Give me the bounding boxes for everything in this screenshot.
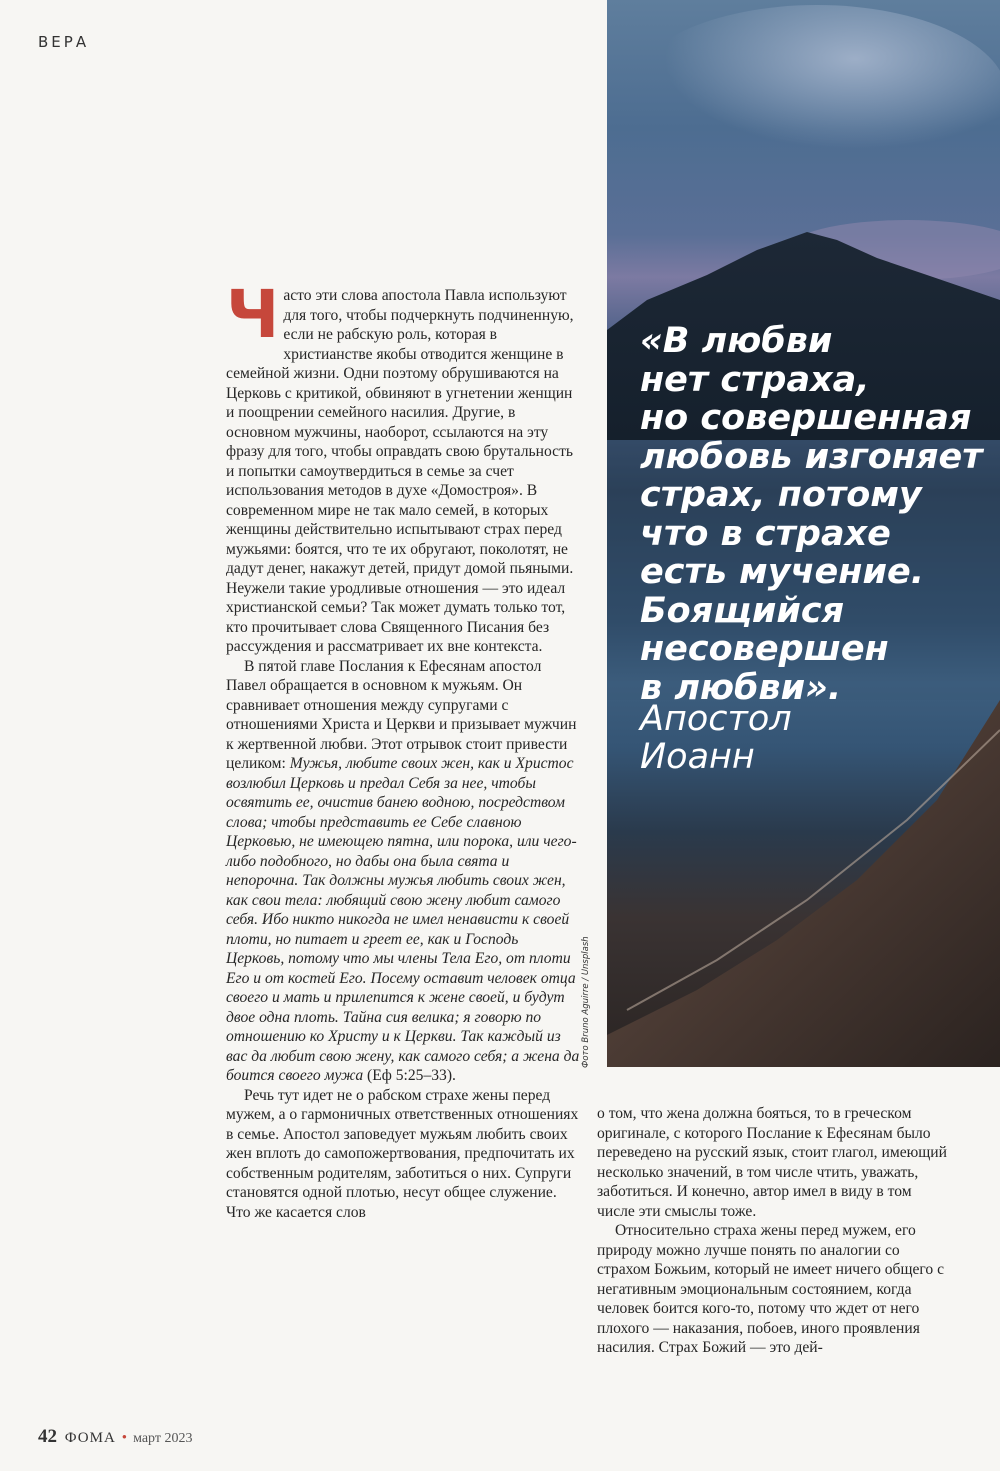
article-paragraph-5: Относительно страха жены перед мужем, его природу можно лучше понять по аналогии со страхом Божьим, который не имеет ничего общего с негативным эмоциональным состоянием, когда человек боится кого-то, потому что ждет от него плохого — наказания, побоев, иного проявления насилия. Страх Божий — это дей- — [597, 1222, 945, 1356]
author-line: Иоанн — [640, 737, 755, 777]
pull-quote — [640, 322, 990, 707]
quote-line: но совершенная — [640, 398, 972, 438]
article-paragraph-1 — [226, 276, 580, 657]
article-paragraph-3: Речь тут идет не о рабском страхе жены перед мужем, а о гармоничных ответственных отношениях в семье. Апостол заповедует мужьям любить своих жен вплоть до самопожертвования, предпочитать их собственным родителям, заботиться о них. Супруги становятся одной плотью, несут общее служение. Что же касается слов — [226, 1086, 579, 1221]
quote-author — [640, 700, 792, 776]
quote-line: «В любви — [640, 321, 833, 361]
quote-line: в любви». — [640, 667, 842, 708]
scripture-reference: (Еф 5:25–33). — [363, 1067, 456, 1084]
quote-line: есть мучение. — [640, 552, 925, 592]
paragraph-text: асто эти слова апостола Павла используют для того, чтобы подчеркнуть подчиненную, если не рабскую роль, которая в христианстве якобы отводится женщине в семейной жизни. Одни поэтому обрушиваются на Церковь с критикой, обвиняют в угнетении женщин и поощрении семейного насилия. Другие, в основном мужчины, наоборот, ссылаются на эту фразу для того, чтобы оправдать свою брутальность и попытки самоутвердиться в семье за счет использования методов в духе «Домостроя». В современном мире не так мало семей, в которых женщины действительно испытывают страх перед мужьями: боятся, что те их обругают, поколотят, не дадут денег, накажут детей, придут домой пьяными. Неужели такие уродливые отношения — это идеал христианской семьи? Так может думать только тот, кто прочитывает слова Священного Писания без рассуждения и рассматривает их вне контекста. — [226, 287, 574, 655]
paragraph-text: В пятой главе Послания к Ефесянам апостол Павел обращается в основном к мужьям. Он сравнивает отношения между супругами с отношениями Христа и Церкви и призывает мужчин к жертвенной любви. Этот отрывок стоит привести целиком: — [226, 657, 577, 772]
section-label: ВЕРА — [38, 33, 90, 51]
page-footer — [38, 1426, 192, 1448]
article-column-1 — [226, 276, 580, 1222]
article-paragraph-4: о том, что жена должна бояться, то в греческом оригинале, с которого Послание к Ефесянам было переведено на русский язык, стоит глагол, имеющий несколько значений, в том числе чтить, уважать, заботиться. И конечно, автор имел в виду в том числе эти смыслы тоже. — [597, 1105, 947, 1220]
photo-credit: Фото Bruno Aguirre / Unsplash — [581, 936, 591, 1068]
quote-line: что в страхе — [640, 513, 891, 554]
article-paragraph-2 — [226, 657, 580, 1086]
quote-line: страх, потому — [640, 475, 922, 515]
quote-line: несовершен — [640, 629, 889, 669]
magazine-name: ФОМА — [64, 1430, 116, 1446]
quote-line: Боящийся — [640, 590, 845, 631]
author-line: Апостол — [640, 699, 792, 739]
scripture-quote: Мужья, любите своих жен, как и Христос возлюбил Церковь и предал Себя за нее, чтобы освятить ее, очистив банею водною, посредством слова; чтобы представить ее Себе славною Церковью, не имеющею пятна, или порока, или чего-либо подобного, но дабы она была свята и непорочна. Так должны мужья любить своих жен, как свои тела: любящий свою жену любит самого себя. Ибо никто никогда не имел ненависти к своей плоти, но питает и греет ее, как и Господь Церковь, потому что мы члены Тела Его, от плоти Его и от костей Его. Посему оставит человек отца своего и мать и прилепится к жене своей, и будут двое одна плоть. Тайна сия велика; я говорю по отношению ко Христу и к Церкви. Так каждый из вас да любит свою жену, как самого себя; а жена да боится своего мужа — [226, 755, 580, 1084]
page-number: 42 — [38, 1426, 57, 1447]
quote-line: нет страха, — [640, 359, 870, 400]
drop-cap: Ч — [226, 276, 280, 353]
article-column-2 — [597, 1104, 947, 1358]
footer-separator: • — [121, 1430, 128, 1446]
issue-date: март 2023 — [133, 1431, 193, 1446]
quote-line: любовь изгоняет — [640, 436, 983, 477]
